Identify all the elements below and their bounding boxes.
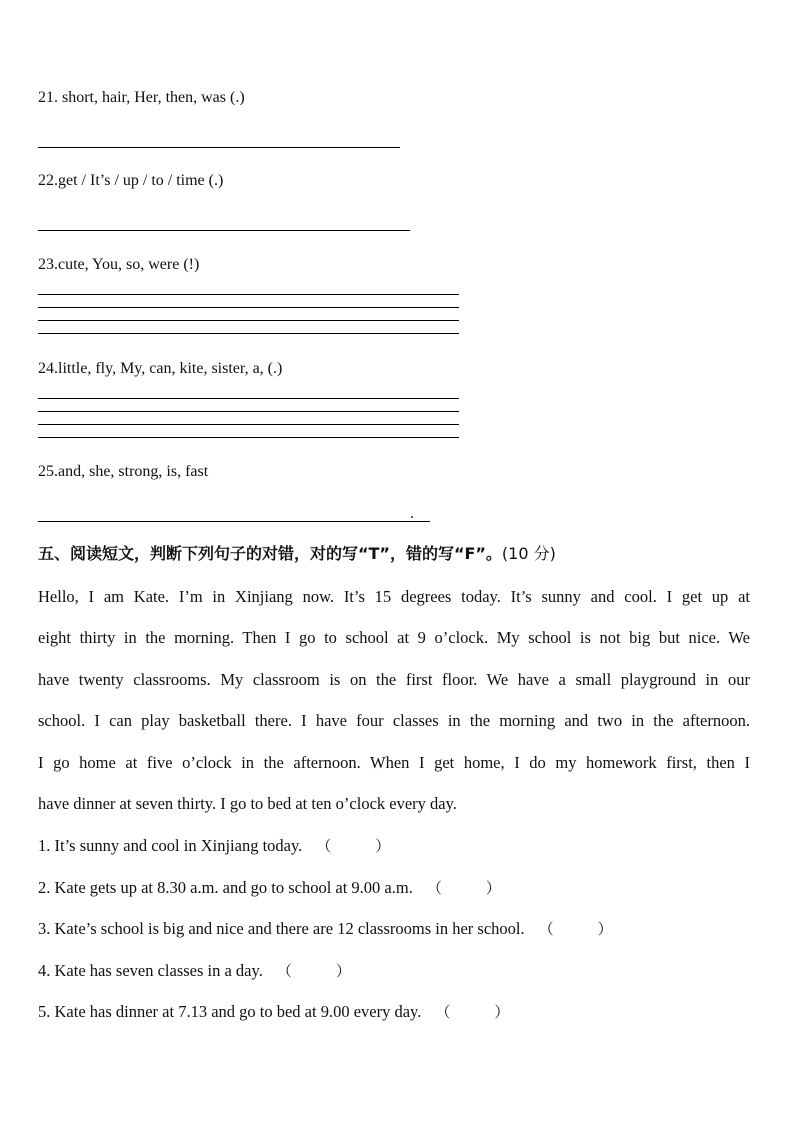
task-24-answer-line-3[interactable]	[38, 424, 459, 425]
task-24-answer-line-4[interactable]	[38, 437, 459, 438]
tf-question-4	[38, 961, 351, 981]
tf-answer-1-blank[interactable]: （ ）	[316, 837, 391, 855]
tf-question-2	[38, 878, 501, 898]
tf-question-2-text: 2. Kate gets up at 8.30 a.m. and go to school at 9.00 a.m.	[38, 878, 413, 897]
passage-line-6: have dinner at seven thirty. I go to bed at ten o’clock every day.	[38, 794, 457, 813]
tf-answer-3-blank[interactable]: （ ）	[538, 920, 613, 938]
task-21-answer-line[interactable]	[38, 147, 400, 148]
task-23-prompt: 23.cute, You, so, were (!)	[38, 256, 200, 273]
passage-line-1: Hello, I am Kate. I’m in Xinjiang now. It’s 15 degrees today. It’s sunny and cool. I get up at	[38, 587, 750, 606]
passage-line-5: I go home at five o’clock in the afternoon. When I get home, I do my homework first, then I	[38, 753, 750, 772]
task-21-prompt: 21. short, hair, Her, then, was (.)	[38, 89, 245, 106]
passage-line-2: eight thirty in the morning. Then I go to school at 9 o’clock. My school is not big but nice. We	[38, 628, 750, 647]
section-5-score: (10 分)	[501, 544, 556, 563]
tf-answer-2-blank[interactable]: （ ）	[426, 879, 501, 897]
section-5-instructions: 五、阅读短文，判断下列句子的对错，对的写“T”，错的写“F”。	[38, 544, 502, 563]
passage-line-3: have twenty classrooms. My classroom is on the first floor. We have a small playground in our	[38, 670, 750, 689]
task-25-end-mark: .	[410, 505, 414, 522]
task-22-prompt: 22.get / It’s / up / to / time (.)	[38, 172, 224, 189]
tf-question-1	[38, 836, 390, 856]
task-22-answer-line[interactable]	[38, 230, 410, 231]
task-23-answer-line-3[interactable]	[38, 320, 459, 321]
task-24-answer-line-2[interactable]	[38, 411, 459, 412]
task-24-answer-line-1[interactable]	[38, 398, 459, 399]
tf-answer-4-blank[interactable]: （ ）	[276, 962, 351, 980]
tf-question-3	[38, 919, 613, 939]
passage-line-4: school. I can play basketball there. I have four classes in the morning and two in the afternoon.	[38, 711, 750, 730]
tf-answer-5-blank[interactable]: （ ）	[435, 1003, 510, 1021]
tf-question-1-text: 1. It’s sunny and cool in Xinjiang today.	[38, 836, 303, 855]
tf-question-3-text: 3. Kate’s school is big and nice and there are 12 classrooms in her school.	[38, 919, 525, 938]
section-5-title	[38, 543, 556, 565]
tf-question-5	[38, 1002, 509, 1022]
task-23-answer-line-2[interactable]	[38, 307, 459, 308]
task-23-answer-line-1[interactable]	[38, 294, 459, 295]
task-25-prompt: 25.and, she, strong, is, fast	[38, 463, 209, 480]
task-23-answer-line-4[interactable]	[38, 333, 459, 334]
task-24-prompt: 24.little, fly, My, can, kite, sister, a, (.)	[38, 360, 283, 377]
tf-question-5-text: 5. Kate has dinner at 7.13 and go to bed at 9.00 every day.	[38, 1002, 422, 1021]
tf-question-4-text: 4. Kate has seven classes in a day.	[38, 961, 263, 980]
task-25-answer-line[interactable]	[38, 521, 430, 522]
